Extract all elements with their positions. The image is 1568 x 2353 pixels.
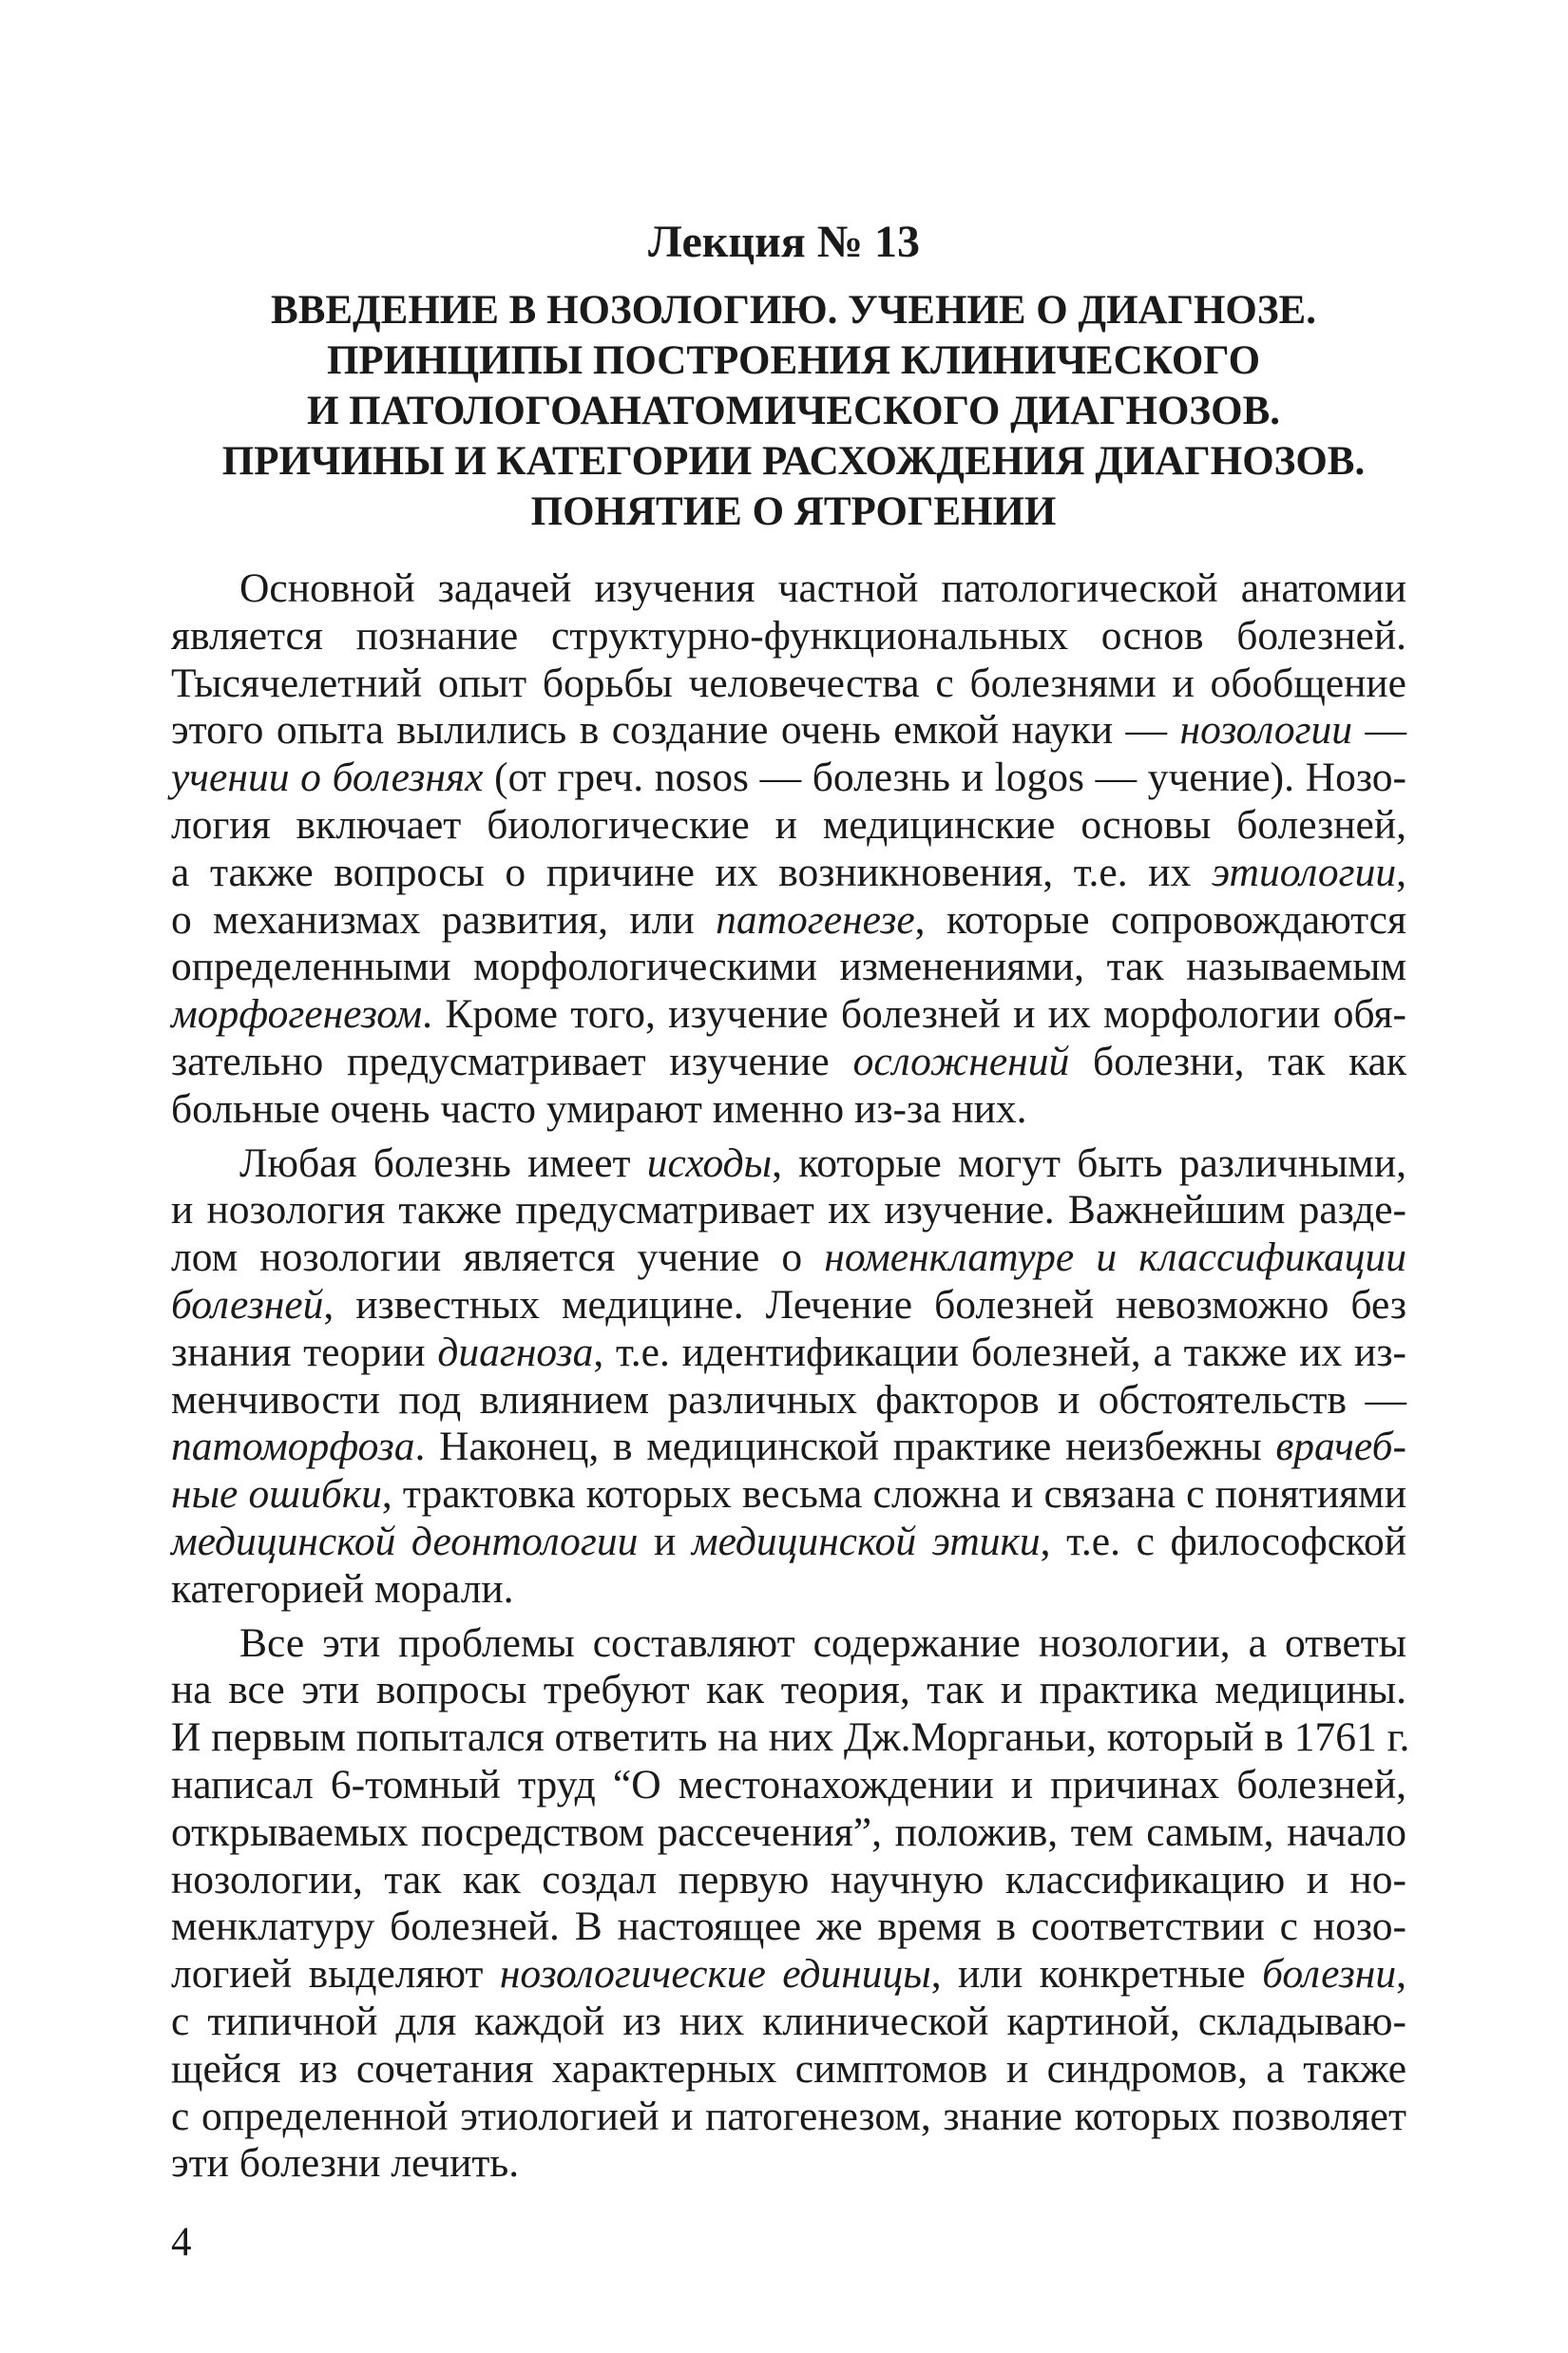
text-line bbox=[171, 1667, 1406, 1714]
text-run: логией выделяют bbox=[171, 1951, 500, 1998]
emphasis-term: ные ошибки bbox=[171, 1471, 382, 1518]
text-line bbox=[171, 1471, 1406, 1519]
text-run: Все эти проблемы составляют содержание нозологии, а ответы bbox=[239, 1619, 1406, 1666]
text-run: , которые сопровождаются bbox=[914, 896, 1406, 943]
text-run: болезни, так как bbox=[1069, 1038, 1407, 1084]
text-line bbox=[171, 991, 1406, 1039]
lecture-title-line: И ПАТОЛОГОАНАТОМИЧЕСКОГО ДИАГНОЗОВ. bbox=[306, 389, 1281, 433]
text-run: логия включает биологические и медицинские основы болезней, bbox=[171, 801, 1406, 848]
text-line bbox=[171, 755, 1406, 802]
emphasis-term: патоморфоза bbox=[171, 1424, 415, 1470]
emphasis-term: нозологии bbox=[1179, 707, 1353, 754]
text-line bbox=[171, 850, 1406, 897]
body-text bbox=[171, 565, 1410, 2194]
text-run: зательно предусматривает изучение bbox=[171, 1038, 853, 1084]
text-line bbox=[171, 1857, 1406, 1904]
text-run: — bbox=[1352, 707, 1406, 754]
text-line bbox=[171, 1282, 1406, 1330]
text-run: открываемых посредством рассечения”, положив, тем самым, начало bbox=[171, 1808, 1406, 1855]
text-line bbox=[171, 565, 1406, 613]
text-line bbox=[171, 1519, 1406, 1566]
page-number: 4 bbox=[171, 2220, 192, 2265]
paragraph bbox=[171, 1140, 1406, 1614]
text-run: , bbox=[1396, 1951, 1406, 1998]
text-run: , т.е. идентификации болезней, а также их из- bbox=[593, 1329, 1406, 1375]
text-run: , известных медицине. Лечение болезней невозможно без bbox=[323, 1281, 1406, 1328]
emphasis-term: номенклатуре и классификации bbox=[824, 1234, 1406, 1281]
text-line bbox=[171, 1762, 1406, 1809]
text-run: этого опыта вылились в создание очень емкой науки — bbox=[171, 707, 1180, 754]
emphasis-term: болезней bbox=[171, 1281, 324, 1328]
text-line bbox=[171, 1903, 1406, 1951]
text-line bbox=[171, 1951, 1406, 1999]
text-run: , трактовка которых весьма сложна и связана с понятиями bbox=[381, 1471, 1406, 1518]
text-line bbox=[171, 1330, 1406, 1377]
paragraph bbox=[171, 565, 1406, 1134]
emphasis-term: медицинской этики bbox=[691, 1518, 1041, 1564]
text-run: с определенной этиологией и патогенезом, знание которых позволяет bbox=[171, 2093, 1406, 2139]
emphasis-term: патогенезе bbox=[716, 896, 915, 943]
text-line bbox=[171, 1620, 1406, 1668]
emphasis-term: врачеб- bbox=[1275, 1424, 1406, 1470]
text-run: и bbox=[638, 1518, 692, 1564]
emphasis-term: исходы bbox=[646, 1139, 773, 1186]
text-line bbox=[171, 944, 1406, 991]
text-run: нозологии, так как создал первую научную классификацию и но- bbox=[171, 1856, 1406, 1903]
emphasis-term: болезни bbox=[1262, 1951, 1397, 1998]
lecture-number: Лекция № 13 bbox=[648, 217, 920, 267]
text-line bbox=[171, 707, 1406, 755]
text-line bbox=[171, 2140, 1406, 2188]
emphasis-term: осложнений bbox=[852, 1038, 1070, 1084]
text-run: , bbox=[1396, 849, 1406, 895]
text-run: Основной задачей изучения частной патологической анатомии bbox=[239, 565, 1406, 611]
text-line bbox=[171, 1187, 1406, 1234]
text-line bbox=[171, 1424, 1406, 1471]
lecture-title bbox=[181, 285, 1406, 537]
emphasis-term: медицинской деонтологии bbox=[171, 1518, 639, 1564]
text-run: определенными морфологическими изменениями, так называемым bbox=[171, 944, 1406, 990]
text-run: И первым попытался ответить на них Дж.Морганьи, который в 1761 г. bbox=[171, 1714, 1410, 1761]
text-run: написал 6-томный труд “О местонахождении и причинах болезней, bbox=[171, 1761, 1406, 1808]
text-run: больные очень часто умирают именно из-за них. bbox=[171, 1085, 1027, 1132]
text-line bbox=[171, 2094, 1406, 2141]
text-run: о механизмах развития, или bbox=[171, 896, 717, 943]
emphasis-term: этиологии bbox=[1211, 849, 1397, 895]
text-line bbox=[171, 660, 1406, 708]
text-run: Любая болезнь имеет bbox=[239, 1139, 647, 1186]
lecture-title-line: ПРИЧИНЫ И КАТЕГОРИИ РАСХОЖДЕНИЯ ДИАГНОЗОВ. bbox=[221, 439, 1366, 484]
lecture-title-line: ПРИНЦИПЫ ПОСТРОЕНИЯ КЛИНИЧЕСКОГО bbox=[326, 338, 1261, 383]
text-run: , или конкретные bbox=[930, 1951, 1263, 1998]
text-run: менчивости под влиянием различных факторов и обстоятельств — bbox=[171, 1376, 1406, 1423]
text-run: а также вопросы о причине их возникновения, т.е. их bbox=[171, 849, 1212, 895]
lecture-title-line: ПОНЯТИЕ О ЯТРОГЕНИИ bbox=[530, 489, 1057, 534]
text-run: . Наконец, в медицинской практике неизбежны bbox=[414, 1424, 1276, 1470]
text-line bbox=[171, 897, 1406, 945]
text-run: Тысячелетний опыт борьбы человечества с болезнями и обобщение bbox=[171, 660, 1406, 706]
text-line bbox=[171, 1566, 1406, 1614]
text-run: лом нозологии является учение о bbox=[171, 1234, 825, 1281]
text-run: . Кроме того, изучение болезней и их морфологии обя- bbox=[422, 991, 1406, 1038]
text-run: является познание структурно-функциональных основ болезней. bbox=[171, 612, 1406, 659]
text-run: и нозология также предусматривает их изучение. Важнейшим разде- bbox=[171, 1187, 1406, 1234]
text-run: с типичной для каждой из них клинической картиной, складываю- bbox=[171, 1998, 1406, 2044]
text-line bbox=[171, 1039, 1406, 1086]
text-line bbox=[171, 1086, 1406, 1134]
text-line bbox=[171, 802, 1406, 850]
emphasis-term: морфогенезом bbox=[171, 991, 423, 1038]
text-line bbox=[171, 1714, 1410, 1762]
text-line bbox=[171, 1809, 1406, 1857]
text-run: на все эти вопросы требуют как теория, так и практика медицины. bbox=[171, 1667, 1406, 1713]
text-run: щейся из сочетания характерных симптомов и синдромов, а также bbox=[171, 2045, 1406, 2092]
text-line bbox=[171, 1377, 1406, 1425]
emphasis-term: диагноза bbox=[437, 1329, 594, 1375]
text-run: , т.е. с философской bbox=[1040, 1518, 1406, 1564]
text-run: знания теории bbox=[171, 1329, 438, 1375]
paragraph bbox=[171, 1619, 1410, 2189]
text-run: , которые могут быть различными, bbox=[772, 1139, 1406, 1186]
text-line bbox=[171, 1999, 1406, 2046]
text-line bbox=[171, 1234, 1406, 1282]
lecture-title-line: ВВЕДЕНИЕ В НОЗОЛОГИЮ. УЧЕНИЕ О ДИАГНОЗЕ. bbox=[271, 288, 1316, 333]
text-run: категорией морали. bbox=[171, 1565, 514, 1612]
text-run: эти болезни лечить. bbox=[171, 2140, 520, 2187]
emphasis-term: учении о болезнях bbox=[171, 755, 484, 801]
text-run: менклатуру болезней. В настоящее же время в соответствии с нозо- bbox=[171, 1903, 1406, 1950]
text-line bbox=[171, 613, 1406, 660]
text-line bbox=[171, 2046, 1406, 2094]
text-run: (от греч. nosos — болезнь и logos — учение). Нозо- bbox=[483, 755, 1406, 801]
emphasis-term: нозологические единицы bbox=[499, 1951, 931, 1998]
text-line bbox=[171, 1140, 1406, 1188]
